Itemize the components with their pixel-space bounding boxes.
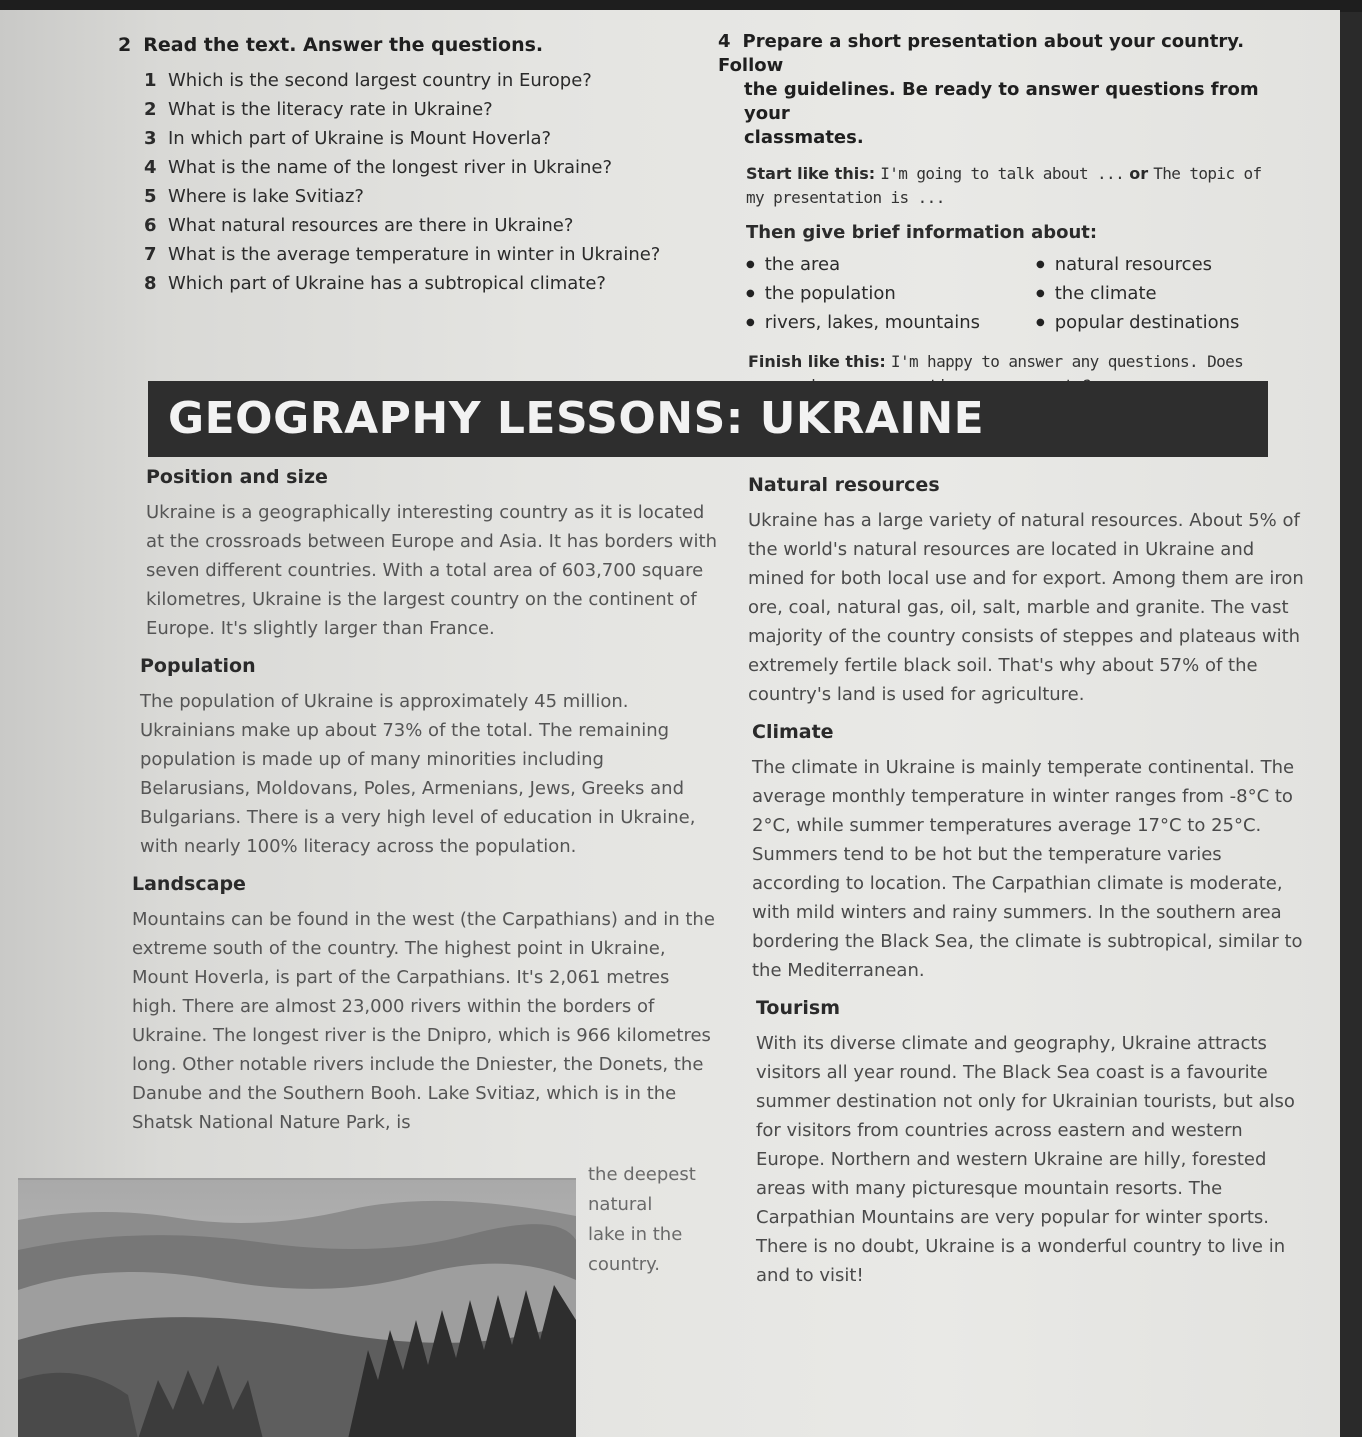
list-item: ● popular destinations xyxy=(1036,309,1286,336)
list-item: ● the area xyxy=(746,251,1036,278)
section-text: Mountains can be found in the west (the Carpathians) and in the extreme south of the country. The highest point in Ukraine, Mount Hoverla, is part of the Carpathians. It's 2,061 metres high. There are almost 23,000 rivers within the borders of Ukraine. The longest river is the Dnipro, which is 966 kilometres long. Other notable rivers include the Dniester, the Donets, the Danube and the Southern Booh. Lake Svitiaz, which is in the Shatsk National Nature Park, is xyxy=(132,909,715,1133)
list-item: ● the population xyxy=(746,280,1036,307)
exercise-4 xyxy=(718,30,1278,398)
section-text: Ukraine is a geographically interesting country as it is located at the crossroads between Europe and Asia. It has borders with seven different countries. With a total area of 603,700 square kilometres, Ukraine is the largest country on the continent of Europe. It's slightly larger than France. xyxy=(146,502,717,639)
list-item: ● the climate xyxy=(1036,280,1286,307)
article-title-banner xyxy=(148,381,1268,457)
question-item: 1 Which is the second largest country in Europe? xyxy=(144,70,592,91)
exercise-2-number: 2 xyxy=(118,34,132,56)
section-title: Position and size xyxy=(146,466,328,488)
section-natural-resources xyxy=(748,474,1308,709)
question-item: 8 Which part of Ukraine has a subtropical climate? xyxy=(144,273,606,294)
section-climate xyxy=(752,721,1308,985)
then-give-info: Then give brief information about: xyxy=(746,222,1098,243)
mountain-landscape-image xyxy=(18,1180,576,1437)
section-text: The climate in Ukraine is mainly temperate continental. The average monthly temperature in winter ranges from -8°C to 2°C, while summer temperatures average 17°C to 25°C. Summers tend to be hot but the temperature varies according to location. The Carpathian climate is moderate, with mild winters and rainy summers. In the southern area bordering the Black Sea, the climate is subtropical, similar to the Mediterranean. xyxy=(752,757,1303,981)
question-item: 5 Where is lake Svitiaz? xyxy=(144,186,364,207)
exercise-2-heading xyxy=(118,34,718,56)
question-item: 2 What is the literacy rate in Ukraine? xyxy=(144,99,493,120)
textbook-page xyxy=(0,10,1340,1437)
section-title: Climate xyxy=(752,721,834,743)
guideline-bullets xyxy=(746,251,1278,336)
question-list xyxy=(144,66,718,298)
article-left-column xyxy=(128,466,718,1149)
list-item: ● natural resources xyxy=(1036,251,1286,278)
section-landscape xyxy=(132,873,718,1137)
start-like-this: Start like this: I'm going to talk about ... or The topic of my presentation is ... xyxy=(746,164,1262,207)
article-title: GEOGRAPHY LESSONS: UKRAINE xyxy=(168,393,985,444)
section-tourism xyxy=(756,997,1308,1290)
question-item: 7 What is the average temperature in winter in Ukraine? xyxy=(144,244,661,265)
section-title: Tourism xyxy=(756,997,841,1019)
landscape-photo xyxy=(18,1178,576,1437)
finish-like-this: Finish like this: I'm happy to answer any questions. Does xyxy=(748,352,1244,371)
exercise-2-instruction: Read the text. Answer the questions. xyxy=(143,34,544,56)
section-text: The population of Ukraine is approximately 45 million. Ukrainians make up about 73% of the total. The remaining population is made up of many minorities including Belarusians, Moldovans, Poles, Armenians, Jews, Greeks and Bulgarians. There is a very high level of education in Ukraine, with nearly 100% literacy across the population. xyxy=(140,691,696,857)
section-text: Ukraine has a large variety of natural resources. About 5% of the world's natural resources are located in Ukraine and mined for both local use and for export. Among them are iron ore, coal, natural gas, oil, salt, marble and granite. The vast majority of the country consists of steppes and plateaus with extremely fertile black soil. That's why about 57% of the country's land is used for agriculture. xyxy=(748,510,1304,705)
section-text: With its diverse climate and geography, Ukraine attracts visitors all year round. The Black Sea coast is a favourite summer destination not only for Ukrainian tourists, but also for visitors from countries across eastern and western Europe. Northern and western Ukraine are hilly, forested areas with many picturesque mountain resorts. The Carpathian Mountains are very popular for winter sports. There is no doubt, Ukraine is a wonderful country to live in and to visit! xyxy=(756,1033,1295,1286)
article-right-column xyxy=(748,474,1308,1302)
section-position xyxy=(146,466,718,643)
section-title: Population xyxy=(140,655,256,677)
section-title: Landscape xyxy=(132,873,246,895)
exercise-4-number: 4 xyxy=(718,31,731,52)
exercise-2 xyxy=(118,34,718,298)
question-item: 4 What is the name of the longest river in Ukraine? xyxy=(144,157,613,178)
question-item: 6 What natural resources are there in Ukraine? xyxy=(144,215,574,236)
list-item: ● rivers, lakes, mountains xyxy=(746,309,1036,336)
exercise-4-heading: 4 Prepare a short presentation about your country. Follow the guidelines. Be ready to answer questions from your classmates. xyxy=(718,31,1259,148)
landscape-text-tail: the deepest natural lake in the country. xyxy=(588,1164,696,1275)
section-population xyxy=(140,655,718,861)
section-title: Natural resources xyxy=(748,474,940,496)
question-item: 3 In which part of Ukraine is Mount Hoverla? xyxy=(144,128,552,149)
